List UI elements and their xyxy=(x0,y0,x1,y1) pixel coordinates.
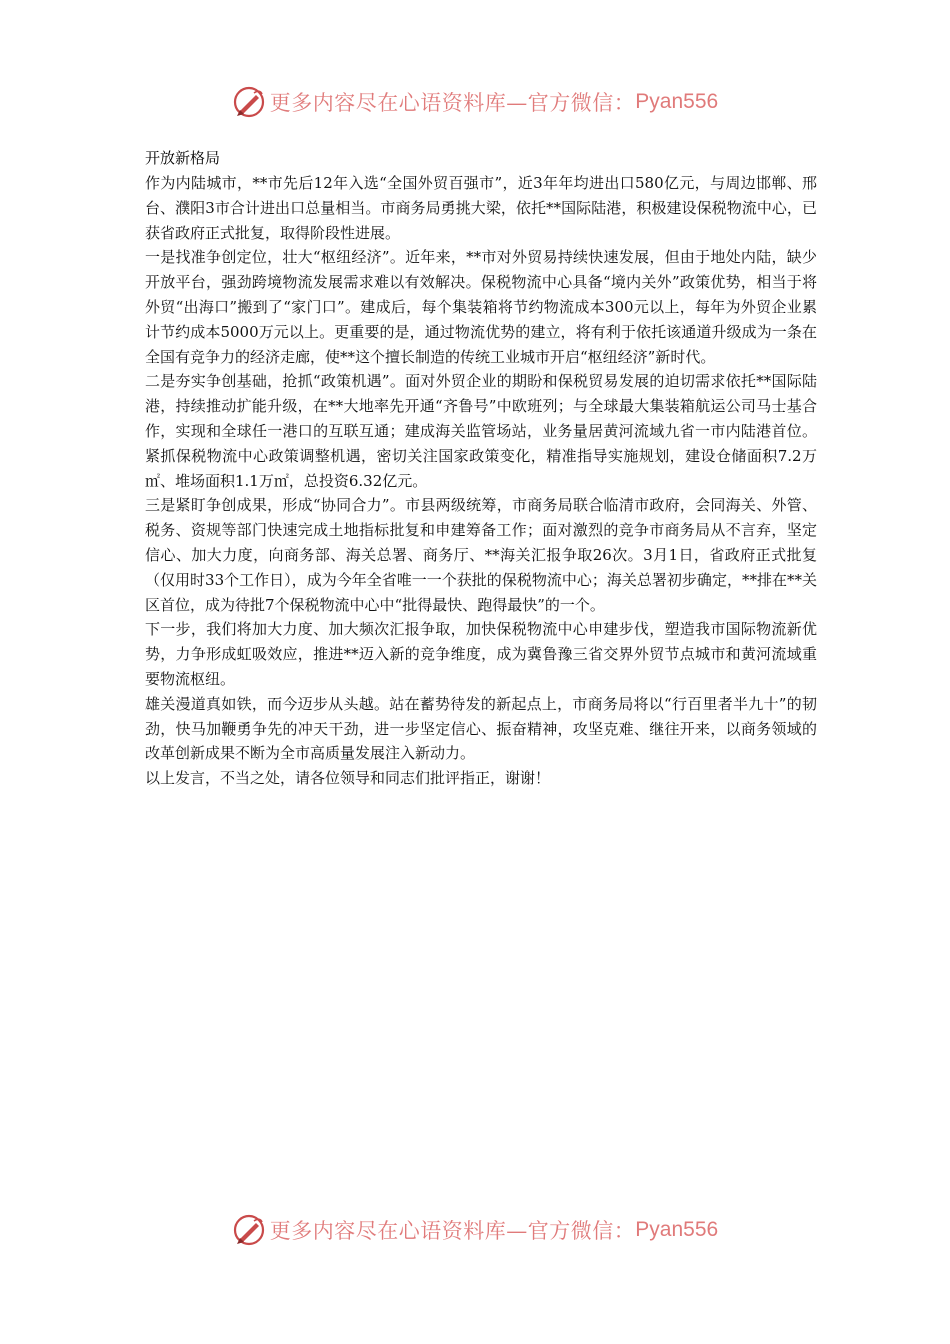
watermark-handle: Pyan556 xyxy=(635,90,719,113)
header-watermark xyxy=(0,82,950,122)
paragraph-point-one: 一是找准争创定位，壮大“枢纽经济”。近年来，**市对外贸易持续快速发展，但由于地处内陆，缺少开放平台，强劲跨境物流发展需求难以有效解决。保税物流中心具备“境内关外”政策优势，相当于将外贸“出海口”搬到了“家门口”。建成后，每个集装箱将节约物流成本300元以上，每年为外贸企业累计节约成本5000万元以上。更重要的是，通过物流优势的建立，将有利于依托该通道升级成为一条在全国有竞争力的经济走廊，使**这个擅长制造的传统工业城市开启“枢纽经济”新时代。 xyxy=(145,248,817,366)
footer-watermark xyxy=(0,1210,950,1250)
paragraph-outlook: 雄关漫道真如铁，而今迈步从头越。站在蓄势待发的新起点上，市商务局将以“行百里者半九十”的韧劲，快马加鞭勇争先的冲天干劲，进一步坚定信心、振奋精神，攻坚克难、继往开来，以商务领域的改革创新成果不断为全市高质量发展注入新动力。 xyxy=(145,694,817,763)
paragraph-next-step: 下一步，我们将加大力度、加大频次汇报争取，加快保税物流中心申建步伐，塑造我市国际物流新优势，力争形成虹吸效应，推进**迈入新的竞争维度，成为冀鲁豫三省交界外贸节点城市和黄河流域重要物流枢纽。 xyxy=(145,620,817,688)
watermark-handle: Pyan556 xyxy=(635,1218,719,1241)
pen-logo-icon xyxy=(232,85,266,119)
paragraph-point-two: 二是夯实争创基础，抢抓“政策机遇”。面对外贸企业的期盼和保税贸易发展的迫切需求依托**国际陆港，持续推动扩能升级，在**大地率先开通“齐鲁号”中欧班列；与全球最大集装箱航运公司马士基合作，实现和全球任一港口的互联互通；建成海关监管场站，业务量居黄河流域九省一市内陆港首位。紧抓保税物流中心政策调整机遇，密切关注国家政策变化，精准指导实施规划，建设仓储面积7.2万㎡、堆场面积1.1万㎡，总投资6.32亿元。 xyxy=(145,372,817,490)
pen-logo-icon xyxy=(232,1213,266,1247)
paragraph-point-three: 三是紧盯争创成果，形成“协同合力”。市县两级统筹，市商务局联合临清市政府，会同海关、外管、税务、资规等部门快速完成土地指标批复和申建筹备工作；面对激烈的竞争市商务局从不言弃，坚定信心、加大力度，向商务部、海关总署、商务厅、**海关汇报争取26次。3月1日，省政府正式批复（仅用时33个工作日），成为今年全省唯一一个获批的保税物流中心；海关总署初步确定，**排在**关区首位，成为待批7个保税物流中心中“批得最快、跑得最快”的一个。 xyxy=(145,496,817,614)
document-body xyxy=(145,146,817,791)
watermark-text: 更多内容尽在心语资料库—官方微信： xyxy=(269,1219,636,1243)
paragraph-closing: 以上发言，不当之处，请各位领导和同志们批评指正，谢谢！ xyxy=(145,769,551,788)
paragraph-intro: 作为内陆城市，**市先后12年入选“全国外贸百强市”，近3年年均进出口580亿元，与周边邯郸、邢台、濮阳3市合计进出口总量相当。市商务局勇挑大梁，依托**国际陆港，积极建设保税物流中心，已获省政府正式批复，取得阶段性进展。 xyxy=(145,174,817,242)
document-title: 开放新格局 xyxy=(145,149,221,167)
watermark-text: 更多内容尽在心语资料库—官方微信： xyxy=(269,91,636,115)
